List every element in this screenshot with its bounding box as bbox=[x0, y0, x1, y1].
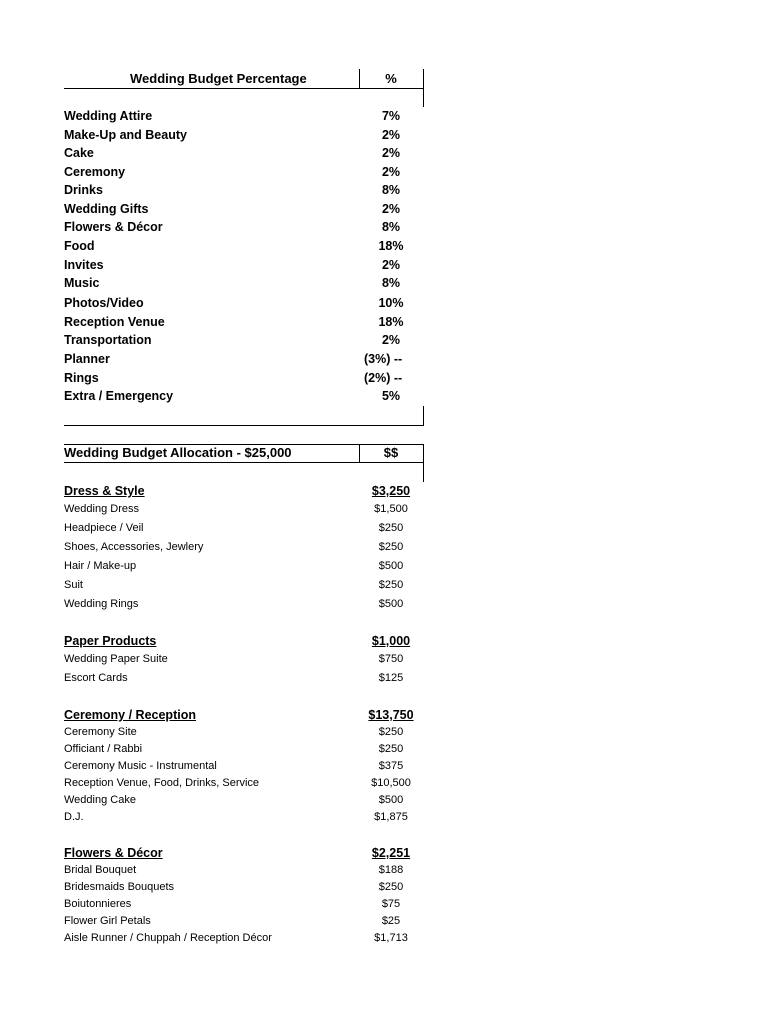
row-value: 5% bbox=[381, 389, 401, 403]
row-value: 2% bbox=[381, 258, 401, 272]
row-label: Photos/Video bbox=[64, 296, 144, 310]
row-value: 8% bbox=[381, 276, 401, 290]
table-row bbox=[64, 387, 424, 405]
item-label: Boiutonnieres bbox=[64, 898, 132, 910]
item-amount: $75 bbox=[381, 898, 401, 910]
list-item bbox=[64, 809, 424, 826]
row-label: Extra / Emergency bbox=[64, 389, 174, 403]
row-label: Drinks bbox=[64, 183, 103, 197]
table-row bbox=[64, 294, 424, 312]
row-value: 8% bbox=[381, 183, 401, 197]
table-row bbox=[64, 237, 424, 255]
percentage-header-label: Wedding Budget Percentage bbox=[130, 71, 307, 86]
item-label: Wedding Paper Suite bbox=[64, 653, 168, 665]
item-amount: $125 bbox=[378, 672, 404, 684]
header-divider bbox=[359, 444, 360, 463]
row-value: (2%) -- bbox=[364, 371, 403, 385]
item-label: Shoes, Accessories, Jewlery bbox=[64, 541, 204, 553]
row-label: Reception Venue bbox=[64, 315, 165, 329]
list-item bbox=[64, 792, 424, 809]
table-row bbox=[64, 181, 424, 199]
item-label: Suit bbox=[64, 579, 83, 591]
section-title: Paper Products bbox=[64, 634, 157, 648]
section-header bbox=[64, 706, 424, 724]
item-label: Wedding Dress bbox=[64, 503, 139, 515]
header-divider bbox=[359, 69, 360, 89]
section-header bbox=[64, 482, 424, 500]
table-row bbox=[64, 274, 424, 292]
list-item bbox=[64, 520, 424, 537]
list-item bbox=[64, 724, 424, 741]
table-row bbox=[64, 200, 424, 218]
section-total: $3,250 bbox=[371, 484, 411, 498]
item-amount: $500 bbox=[378, 560, 404, 572]
item-amount: $500 bbox=[378, 794, 404, 806]
row-value: 7% bbox=[381, 109, 401, 123]
item-amount: $25 bbox=[381, 915, 401, 927]
list-item bbox=[64, 558, 424, 575]
row-value: 18% bbox=[378, 239, 404, 253]
item-amount: $1,713 bbox=[374, 932, 408, 944]
row-value: 2% bbox=[381, 128, 401, 142]
item-label: Aisle Runner / Chuppah / Reception Décor bbox=[64, 932, 272, 944]
row-value: 2% bbox=[381, 146, 401, 160]
item-amount: $250 bbox=[378, 881, 404, 893]
item-label: Wedding Rings bbox=[64, 598, 139, 610]
item-label: Ceremony Site bbox=[64, 726, 137, 738]
list-item bbox=[64, 913, 424, 930]
row-label: Cake bbox=[64, 146, 94, 160]
list-item bbox=[64, 896, 424, 913]
row-label: Planner bbox=[64, 352, 110, 366]
percentage-table-header bbox=[64, 69, 424, 89]
row-label: Flowers & Décor bbox=[64, 220, 163, 234]
table-row bbox=[64, 218, 424, 236]
list-item bbox=[64, 879, 424, 896]
row-value: 10% bbox=[378, 296, 404, 310]
section-total: $1,000 bbox=[371, 634, 411, 648]
list-item bbox=[64, 930, 424, 947]
row-value: 2% bbox=[381, 333, 401, 347]
list-item bbox=[64, 596, 424, 613]
section-title: Flowers & Décor bbox=[64, 846, 163, 860]
item-amount: $250 bbox=[378, 726, 404, 738]
item-label: Headpiece / Veil bbox=[64, 522, 144, 534]
section-total: $13,750 bbox=[368, 708, 414, 722]
row-label: Rings bbox=[64, 371, 99, 385]
item-amount: $750 bbox=[378, 653, 404, 665]
row-label: Transportation bbox=[64, 333, 152, 347]
table-row bbox=[64, 369, 424, 387]
row-label: Food bbox=[64, 239, 95, 253]
table-row bbox=[64, 144, 424, 162]
item-label: Flower Girl Petals bbox=[64, 915, 151, 927]
list-item bbox=[64, 741, 424, 758]
row-value: 18% bbox=[378, 315, 404, 329]
section-title: Ceremony / Reception bbox=[64, 708, 196, 722]
right-border bbox=[423, 69, 424, 107]
item-amount: $1,500 bbox=[374, 503, 408, 515]
item-amount: $250 bbox=[378, 522, 404, 534]
list-item bbox=[64, 775, 424, 792]
item-label: D.J. bbox=[64, 811, 84, 823]
table-row bbox=[64, 331, 424, 349]
item-label: Escort Cards bbox=[64, 672, 128, 684]
list-item bbox=[64, 758, 424, 775]
item-amount: $375 bbox=[378, 760, 404, 772]
allocation-table-header bbox=[64, 444, 424, 463]
row-label: Wedding Gifts bbox=[64, 202, 149, 216]
allocation-header-label: Wedding Budget Allocation - $25,000 bbox=[64, 445, 292, 460]
row-label: Ceremony bbox=[64, 165, 126, 179]
list-item bbox=[64, 539, 424, 556]
row-label: Make-Up and Beauty bbox=[64, 128, 187, 142]
list-item bbox=[64, 670, 424, 687]
right-border bbox=[423, 444, 424, 482]
item-amount: $1,875 bbox=[374, 811, 408, 823]
table-row bbox=[64, 126, 424, 144]
list-item bbox=[64, 577, 424, 594]
item-amount: $250 bbox=[378, 743, 404, 755]
item-label: Reception Venue, Food, Drinks, Service bbox=[64, 777, 260, 789]
item-label: Bridesmaids Bouquets bbox=[64, 881, 175, 893]
row-label: Wedding Attire bbox=[64, 109, 153, 123]
section-header bbox=[64, 844, 424, 862]
item-label: Officiant / Rabbi bbox=[64, 743, 143, 755]
row-value: 2% bbox=[381, 165, 401, 179]
item-amount: $188 bbox=[378, 864, 404, 876]
allocation-header-column: $$ bbox=[383, 445, 399, 460]
row-value: 8% bbox=[381, 220, 401, 234]
percentage-header-column: % bbox=[385, 71, 397, 86]
item-label: Wedding Cake bbox=[64, 794, 136, 806]
header-underline bbox=[64, 88, 424, 89]
table-row bbox=[64, 107, 424, 125]
table-bottom-rule bbox=[64, 425, 424, 426]
list-item bbox=[64, 501, 424, 518]
item-amount: $500 bbox=[378, 598, 404, 610]
list-item bbox=[64, 651, 424, 668]
item-amount: $10,500 bbox=[371, 777, 411, 789]
item-label: Ceremony Music - Instrumental bbox=[64, 760, 217, 772]
section-total: $2,251 bbox=[371, 846, 411, 860]
table-row bbox=[64, 350, 424, 368]
item-label: Hair / Make-up bbox=[64, 560, 137, 572]
table-row bbox=[64, 256, 424, 274]
list-item bbox=[64, 862, 424, 879]
section-title: Dress & Style bbox=[64, 484, 145, 498]
item-amount: $250 bbox=[378, 579, 404, 591]
row-label: Invites bbox=[64, 258, 104, 272]
header-underline bbox=[64, 462, 424, 463]
table-row bbox=[64, 163, 424, 181]
row-value: (3%) -- bbox=[364, 352, 403, 366]
item-amount: $250 bbox=[378, 541, 404, 553]
row-value: 2% bbox=[381, 202, 401, 216]
item-label: Bridal Bouquet bbox=[64, 864, 137, 876]
row-label: Music bbox=[64, 276, 100, 290]
right-border bbox=[423, 406, 424, 425]
section-header bbox=[64, 632, 424, 650]
table-row bbox=[64, 313, 424, 331]
